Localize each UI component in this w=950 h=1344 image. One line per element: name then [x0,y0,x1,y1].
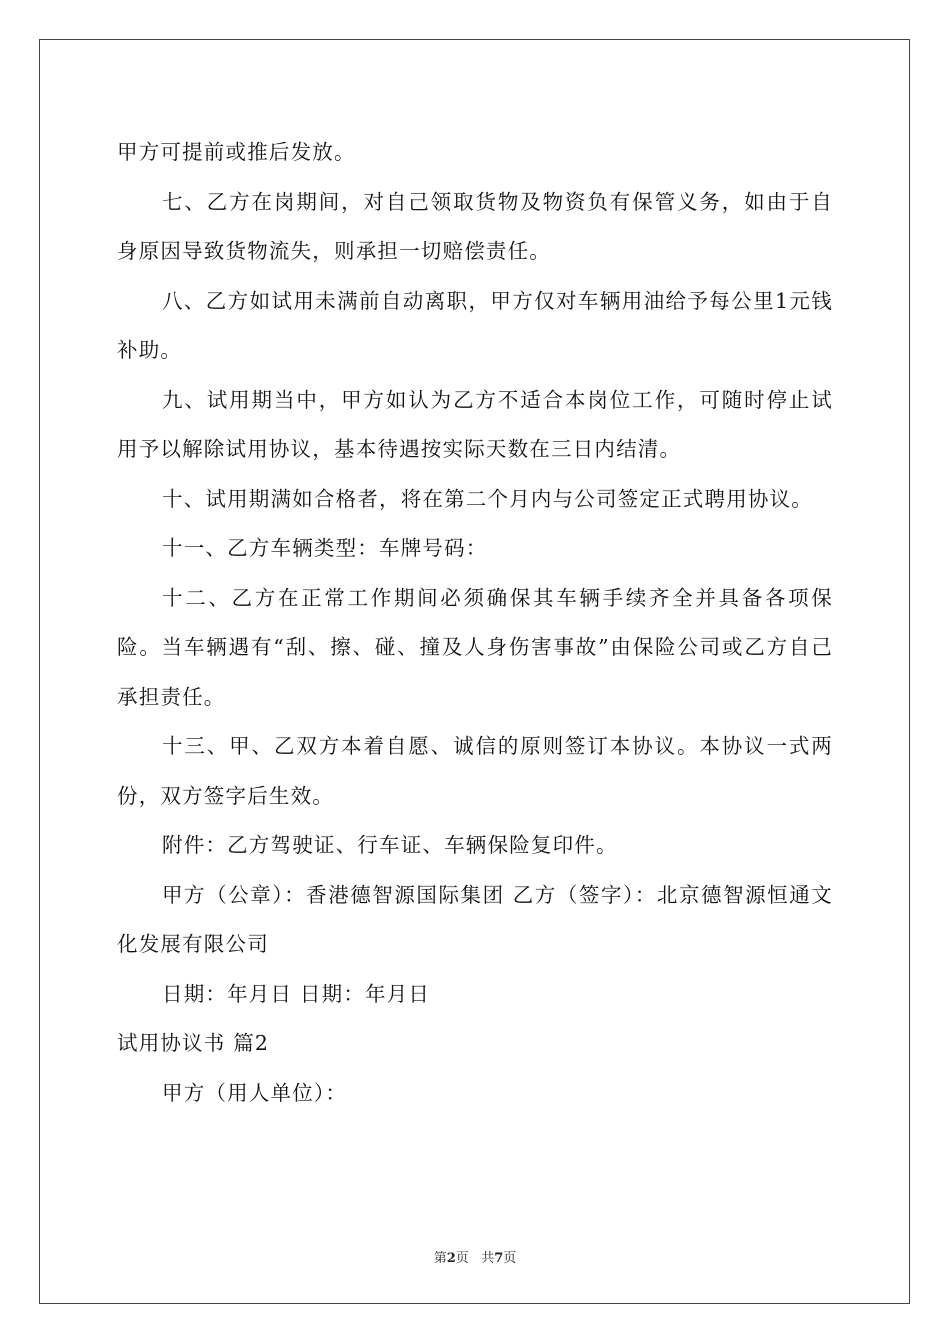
paragraph-clause-9: 九、试用期当中，甲方如认为乙方不适合本岗位工作，可随时停止试用予以解除试用协议，基本待遇按实际天数在三日内结清。 [117,387,833,461]
paragraph-clause-7: 七、乙方在岗期间，对自己领取货物及物资负有保管义务，如由于自身原因导致货物流失，则承担一切赔偿责任。 [117,189,833,263]
footer-total-pages: 7 [494,1251,504,1266]
footer-total-suffix: 页 [503,1251,517,1266]
paragraph-clause-12: 十二、乙方在正常工作期间必须确保其车辆手续齐全并具备各项保险。当车辆遇有“刮、擦、碰、撞及人身伤害事故”由保险公司或乙方自己承担责任。 [117,585,833,709]
paragraph-clause-8: 八、乙方如试用未满前自动离职，甲方仅对车辆用油给予每公里1元钱补助。 [117,288,833,362]
paragraph-1: 甲方可提前或推后发放。 [117,140,356,164]
paragraph-attachment: 附件：乙方驾驶证、行车证、车辆保险复印件。 [162,833,618,857]
footer-page-prefix: 第 [433,1251,447,1266]
footer-page-suffix: 页 [455,1251,469,1266]
document-body [117,128,833,1118]
paragraph-clause-11: 十一、乙方车辆类型：车牌号码： [162,536,488,560]
paragraph-signatures: 甲方（公章）：香港德智源国际集团 乙方（签字）：北京德智源恒通文化发展有限公司 [117,882,833,956]
paragraph-dates: 日期：年月日 日期：年月日 [162,981,431,1006]
paragraph-clause-10: 十、试用期满如合格者，将在第二个月内与公司签定正式聘用协议。 [162,486,813,511]
paragraph-clause-13: 十三、甲、乙双方本着自愿、诚信的原则签订本协议。本协议一式两份，双方签字后生效。 [117,734,833,808]
section-heading: 试用协议书 篇2 [117,1031,270,1055]
paragraph-party-a: 甲方（用人单位）： [162,1080,348,1105]
footer-page-number: 2 [446,1251,456,1266]
page-footer [0,1247,950,1266]
footer-total-prefix: 共 [481,1251,495,1266]
